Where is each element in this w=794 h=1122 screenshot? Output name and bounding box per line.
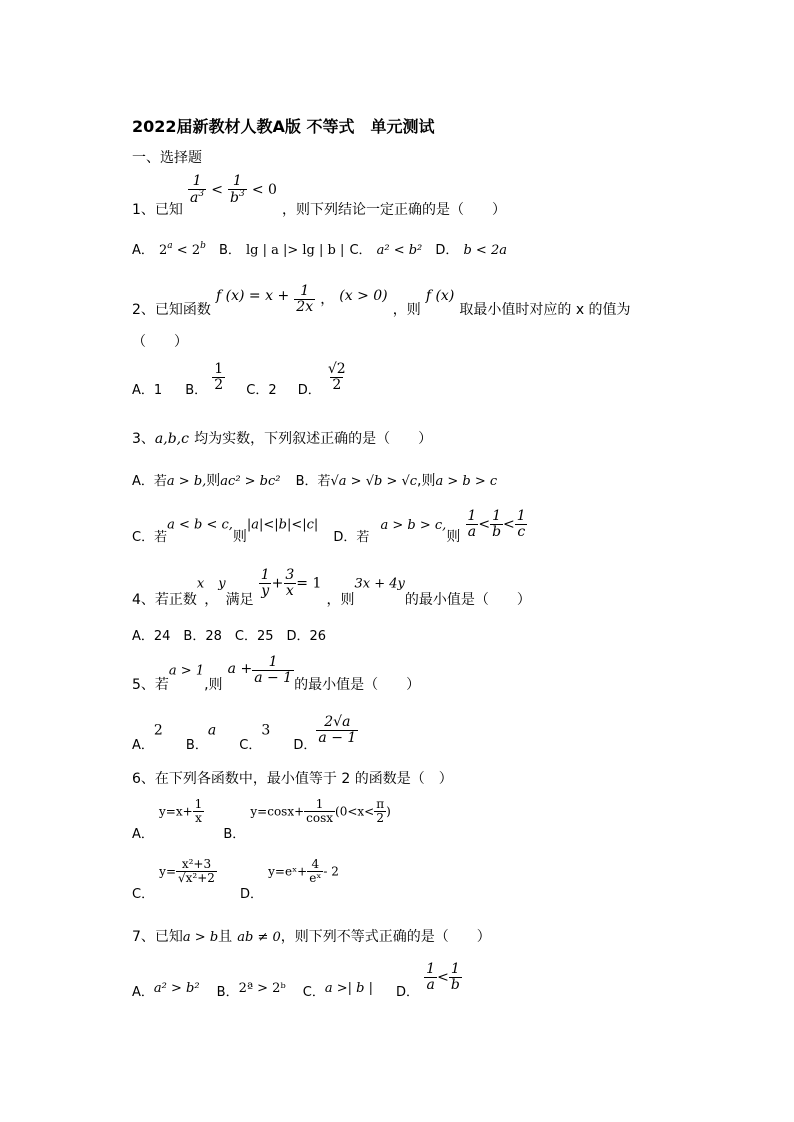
q1-stem: ，则下列结论一定正确的是（ ） bbox=[282, 202, 507, 219]
q1-lt0: < 0 bbox=[251, 182, 277, 199]
q7-cond2: ab ≠ 0 bbox=[237, 930, 281, 945]
q6-option-a[interactable]: A． bbox=[132, 826, 154, 842]
q5-cond: a > 1 bbox=[168, 663, 205, 679]
q7-stem: ，则下列不等式正确的是（ ） bbox=[280, 929, 491, 945]
q3-d-frac2: $\frac{1}{b}$ bbox=[492, 508, 502, 540]
q6-b-frac: $\frac{1}{\cos x}$ bbox=[306, 797, 334, 825]
q1-option-b[interactable]: B． bbox=[218, 243, 241, 258]
q1-option-c[interactable]: C． bbox=[349, 243, 372, 258]
page-title: 2022届新教材人教A版 不等式 单元测试 bbox=[132, 117, 435, 136]
q1-d-expr: b < 2a bbox=[463, 243, 507, 258]
q3-option-d[interactable]: D．若 bbox=[333, 529, 370, 545]
q3-vars: a,b,c bbox=[154, 431, 189, 447]
q5-option-c[interactable]: C． bbox=[239, 737, 262, 753]
q7-option-b[interactable]: B． bbox=[216, 984, 239, 1000]
q3-b-cond: √a > √b > √c bbox=[330, 474, 418, 489]
q1-frac2: $\frac{1}{b^3}$ bbox=[230, 173, 245, 206]
q6-option-b[interactable]: B． bbox=[223, 826, 246, 842]
q2-option-c[interactable]: C．2 bbox=[246, 382, 277, 398]
q3-option-c[interactable]: C．若 bbox=[132, 529, 168, 545]
q3-a-result: ac² > bc² bbox=[220, 474, 281, 489]
q6-option-c[interactable]: C． bbox=[132, 886, 155, 902]
q3-d-frac1: $\frac{1}{a}$ bbox=[467, 508, 477, 540]
q3-c-result: |a|<|b|<|c| bbox=[246, 517, 319, 533]
q1-option-d[interactable]: D． bbox=[435, 243, 459, 258]
question-2: 2、已知函数 f (x) = x + $\frac{1}{2x}$ ， (x > 0) ，则 f (x) 取最小值时对应的 x 的值为 bbox=[132, 283, 631, 318]
section-heading: 一、选择题 bbox=[132, 150, 202, 166]
q4-frac1: $\frac{1}{y}$ bbox=[260, 567, 270, 599]
q2-mid: ，则 bbox=[392, 301, 421, 318]
question-3: 3、a,b,c 均为实数，下列叙述正确的是（ ） bbox=[132, 431, 433, 447]
q4-frac2: $\frac{3}{x}$ bbox=[285, 567, 295, 599]
q7-option-c[interactable]: C． bbox=[302, 984, 325, 1000]
q5-frac: $\frac{1}{a - 1}$ bbox=[254, 654, 293, 686]
q7-d-frac1: $\frac{1}{a}$ bbox=[426, 961, 436, 993]
q7-d-frac2: $\frac{1}{b}$ bbox=[450, 961, 460, 993]
q1-frac1: $\frac{1}{a^3}$ bbox=[190, 173, 205, 206]
q2-options bbox=[132, 361, 348, 398]
q2-option-b[interactable]: B． bbox=[185, 382, 208, 398]
q7-option-a[interactable]: A． bbox=[132, 984, 154, 1000]
q3-c-cond: a < b < c, bbox=[167, 517, 233, 533]
q3-d-frac3: $\frac{1}{c}$ bbox=[516, 508, 526, 540]
q1-c-expr: a² < b² bbox=[376, 243, 423, 258]
q2-stem: 取最小值时对应的 x 的值为 bbox=[459, 301, 631, 318]
q3-a-cond: a > b, bbox=[166, 474, 207, 489]
q5-stem: 的最小值是（ ） bbox=[294, 676, 421, 693]
q5-option-b[interactable]: B． bbox=[185, 737, 208, 753]
q2-b-frac: $\frac{1}{2}$ bbox=[214, 361, 224, 393]
q3-row-1: A．若a > b,则ac² > bc² B．若√a > √b > √c,则a > b > c bbox=[132, 473, 498, 489]
q4-expr: 3x + 4y bbox=[354, 576, 405, 592]
q4-options[interactable]: A．24 B．28 C．25 D．26 bbox=[132, 629, 327, 644]
q6-a-frac: $\frac{1}{x}$ bbox=[194, 797, 203, 825]
q5-d-frac: $\frac{2√a}{a - 1}$ bbox=[318, 714, 357, 746]
q2-func: f (x) = x + bbox=[216, 287, 290, 304]
q6-option-d[interactable]: D． bbox=[240, 886, 264, 902]
q6-row-2: $_{C.}$ y= $\frac{\text{x²+3}}{\text{√x²+2}}$ $_{D.}$ y=eˣ+ $\frac{4}{\text{eˣ}}$ - 2 bbox=[132, 857, 339, 902]
q2-option-a[interactable]: A．1 bbox=[132, 382, 163, 398]
q5-option-a[interactable]: A． bbox=[132, 737, 154, 753]
q6-row-1: $_{A.}$ y=x+ $\frac{1}{x}$ $_{B.}$ y=cosx+ $\frac{1}{\cos x}$ (0<x< $\frac{\pi}{2}$ ) bbox=[132, 797, 391, 842]
q6-c-frac: $\frac{\text{x²+3}}{\text{√x²+2}}$ bbox=[178, 857, 215, 885]
q5-options: $_{A.}$2 $_{B.}$a $_{C.}$3 $_{D.}$ $\frac{2√a}{a - 1}$ bbox=[132, 714, 357, 753]
q6-stem: 6、在下列各函数中，最小值等于 2 的函数是（ ） bbox=[132, 771, 453, 787]
q6-b-pi: $\frac{\pi}{2}$ bbox=[376, 797, 385, 825]
q7-lead: 7、已知 bbox=[132, 929, 183, 945]
q5-option-d[interactable]: D． bbox=[293, 737, 317, 753]
q4-lead: 4、若正数 bbox=[132, 591, 197, 608]
question-5: 5、若a > 1,则 a + $\frac{1}{a - 1}$ 的最小值是（ ） bbox=[132, 654, 421, 693]
q1-a-expr: 2 bbox=[159, 243, 168, 258]
q3-option-a[interactable]: A．若 bbox=[132, 474, 167, 489]
question-4: 4、若正数x，y满足 $\frac{1}{y}$ + $\frac{3}{x}$ = 1 ，则3x + 4y的最小值是（ ） bbox=[132, 567, 531, 608]
q3-option-b[interactable]: B．若 bbox=[295, 474, 331, 489]
q2-paren: （ ） bbox=[132, 334, 188, 350]
q2-d-frac: $\frac{√2}{2}$ bbox=[327, 361, 346, 393]
q4-stem: 的最小值是（ ） bbox=[404, 591, 531, 608]
q3-b-result: a > b > c bbox=[435, 474, 498, 489]
q3-row-2: $_{C.若}$a < b < c,则|a|<|b|<|c| $_{D.若}$ a > b > c,则 $\frac{1}{a}$ < $\frac{1}{b}$ < $\frac{1}{c}$ bbox=[132, 508, 526, 545]
question-1 bbox=[132, 173, 507, 219]
q2-frac: $\frac{1}{2x}$ bbox=[296, 283, 314, 315]
q6-d-frac: $\frac{4}{\text{eˣ}}$ bbox=[309, 857, 322, 885]
q7-cond1: a > b bbox=[182, 930, 219, 945]
q1-lead: 1、已知 bbox=[132, 202, 183, 219]
q2-lead: 2、已知函数 bbox=[132, 301, 211, 318]
q7-option-d[interactable]: D． bbox=[396, 984, 420, 1000]
question-7: 7、已知a > b且 ab ≠ 0，则下列不等式正确的是（ ） bbox=[132, 929, 491, 945]
q3-stem: 均为实数，下列叙述正确的是（ ） bbox=[194, 431, 433, 447]
q2-cond: (x > 0) bbox=[339, 287, 388, 304]
q7-options: $_{A.a^2 > b^2}$ $_{B.2ª > 2ᵇ}$ $_{C.a >| b |}$ $_{D.}$ $\frac{1}{a}$ < $\frac{1}{b}$ bbox=[132, 961, 460, 1000]
q1-option-a[interactable]: A． bbox=[132, 243, 154, 258]
q5-lead: 5、若 bbox=[132, 676, 169, 693]
q1-lt: < bbox=[211, 182, 223, 199]
q1-options: A． $2^a < 2^b$ B． lg | a |> lg | b | C． a² < b² D． b < 2a bbox=[132, 241, 507, 258]
q2-fx: f (x) bbox=[425, 287, 455, 304]
q3-d-cond: a > b > c, bbox=[380, 517, 447, 533]
q1-b-expr: lg | a |> lg | b | bbox=[245, 243, 345, 258]
q2-option-d[interactable]: D． bbox=[297, 382, 321, 398]
